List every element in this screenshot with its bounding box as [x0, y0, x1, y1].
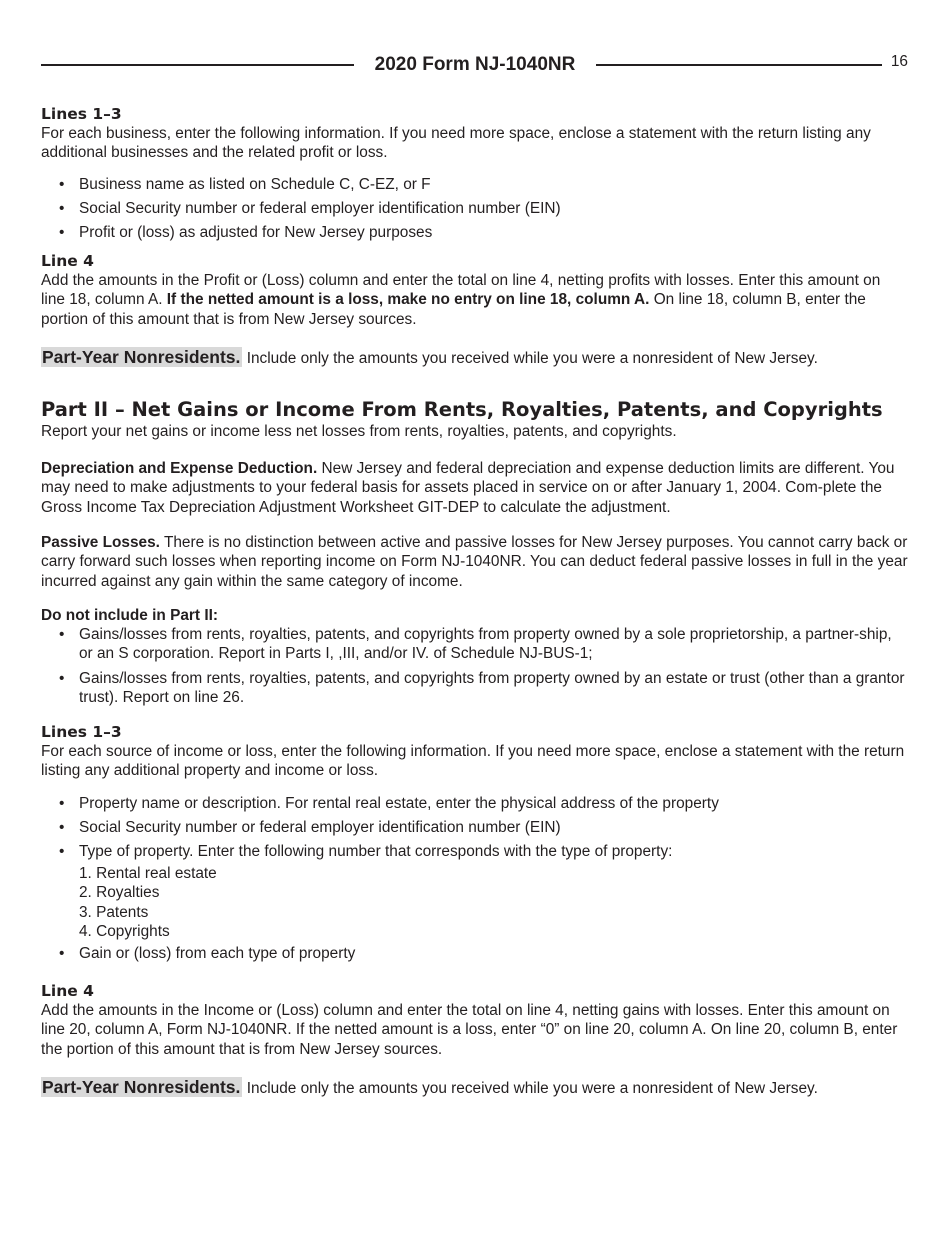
list-item: • Gain or (loss) from each type of property — [41, 944, 908, 963]
header-rule-right — [596, 64, 882, 66]
list-item: 1. Rental real estate — [79, 865, 217, 882]
section-heading: Line 4 — [41, 982, 94, 1000]
paragraph: For each business, enter the following information. If you need more space, enclose a statement with the return listing any additional businesses and the related profit or loss. — [41, 125, 871, 162]
list-item: • Type of property. Enter the following number that corresponds with the type of property: — [41, 840, 908, 864]
paragraph — [41, 271, 908, 329]
exclude-list — [41, 625, 908, 708]
text-run: Include only the amounts you received while you were a nonresident of New Jersey. — [246, 1080, 818, 1097]
partii-pyn-note — [41, 1076, 908, 1100]
partii-lines13-list — [41, 792, 908, 864]
text-run: Add the amounts in the Profit or (Loss) column and enter the total on line 4, netting profits with losses. Enter this amount on line 18, column A. — [41, 272, 881, 309]
paragraph — [41, 533, 908, 591]
list-item: 3. Patents — [79, 903, 149, 921]
text-run: On line 18, column B, enter the portion of this amount that is from New Jersey sources. — [41, 291, 866, 328]
text-run: New Jersey and federal depreciation and expense deduction limits are different. You may need to make adjustments to your federal basis for assets placed in service on or after January 1, 2004. Com-plete the Gross Income Tax Depreciation Adjustment Worksheet GIT-DEP to calculate the adjustment. — [41, 460, 895, 516]
bold-label: Passive Losses. — [41, 534, 160, 551]
text-run: Include only the amounts you received while you were a nonresident of New Jersey. — [246, 350, 818, 367]
bold-text: If the netted amount is a loss, make no entry on line 18, column A. — [166, 291, 650, 309]
list-item: 2. Royalties — [79, 884, 160, 902]
partii-lines13-section — [41, 722, 908, 781]
partii-lines13-list-end — [41, 944, 908, 963]
list-item: • Social Security number or federal employer identification number (EIN) — [41, 197, 908, 221]
form-title: 2020 Form NJ-1040NR — [374, 54, 576, 75]
parti-lines13-section — [41, 104, 908, 163]
header-rule-left — [41, 64, 354, 66]
bold-label: Depreciation and Expense Deduction. — [41, 460, 318, 477]
highlight-label: Part-Year Nonresidents. — [42, 1077, 241, 1097]
text-run: There is no distinction between active and passive losses for New Jersey purposes. You cannot carry back or carry forward such losses when reporting income on Form NJ-1040NR. You can deduct federal passive losses in full in the year incurred against any gain within the same category of income. — [41, 534, 908, 590]
paragraph — [41, 459, 908, 517]
parti-line4-section — [41, 251, 908, 329]
property-type-list — [41, 864, 908, 942]
highlight-label: Part-Year Nonresidents. — [42, 347, 241, 367]
paragraph: Add the amounts in the Income or (Loss) column and enter the total on line 4, netting gains with losses. Enter this amount on line 20, column A, Form NJ-1040NR. If the netted amount is a loss, enter “0” on line 20, column A. On line 20, column B, enter the portion of this amount that is from New Jersey sources. — [41, 1002, 898, 1058]
list-item: • Gains/losses from rents, royalties, patents, and copyrights from property owned by an estate or trust (other than a grantor trust). Report on line 26. — [41, 669, 908, 708]
list-item: • Business name as listed on Schedule C, C-EZ, or F — [41, 173, 908, 197]
section-heading: Line 4 — [41, 252, 94, 270]
list-item: • Profit or (loss) as adjusted for New Jersey purposes — [41, 221, 908, 245]
list-item: 4. Copyrights — [79, 923, 170, 941]
partii-heading-block — [41, 398, 908, 441]
partii-line4-section — [41, 981, 908, 1059]
depreciation-section — [41, 459, 908, 517]
exclude-section — [41, 606, 908, 625]
bold-label: Do not include in Part II: — [41, 607, 218, 624]
page-number: 16 — [890, 53, 908, 70]
list-item: • Property name or description. For rental real estate, enter the physical address of the property — [41, 792, 908, 816]
passive-losses-section — [41, 533, 908, 591]
paragraph: Report your net gains or income less net losses from rents, royalties, patents, and copyrights. — [41, 423, 677, 440]
section-heading: Lines 1–3 — [41, 723, 122, 741]
list-item: • Social Security number or federal employer identification number (EIN) — [41, 816, 908, 840]
parti-lines13-list — [41, 173, 908, 245]
paragraph: For each source of income or loss, enter the following information. If you need more space, enclose a statement with the return listing any additional property and income or loss. — [41, 743, 905, 780]
part-heading: Part II – Net Gains or Income From Rents, Royalties, Patents, and Copyrights — [41, 398, 883, 421]
parti-pyn-note — [41, 346, 908, 370]
section-heading: Lines 1–3 — [41, 105, 122, 123]
list-item: • Gains/losses from rents, royalties, patents, and copyrights from property owned by a sole proprietorship, a partner-ship, or an S corporation. Report in Parts I, ,III, and/or IV. of Schedule NJ-BUS-1; — [41, 625, 908, 664]
page-header — [41, 53, 908, 77]
